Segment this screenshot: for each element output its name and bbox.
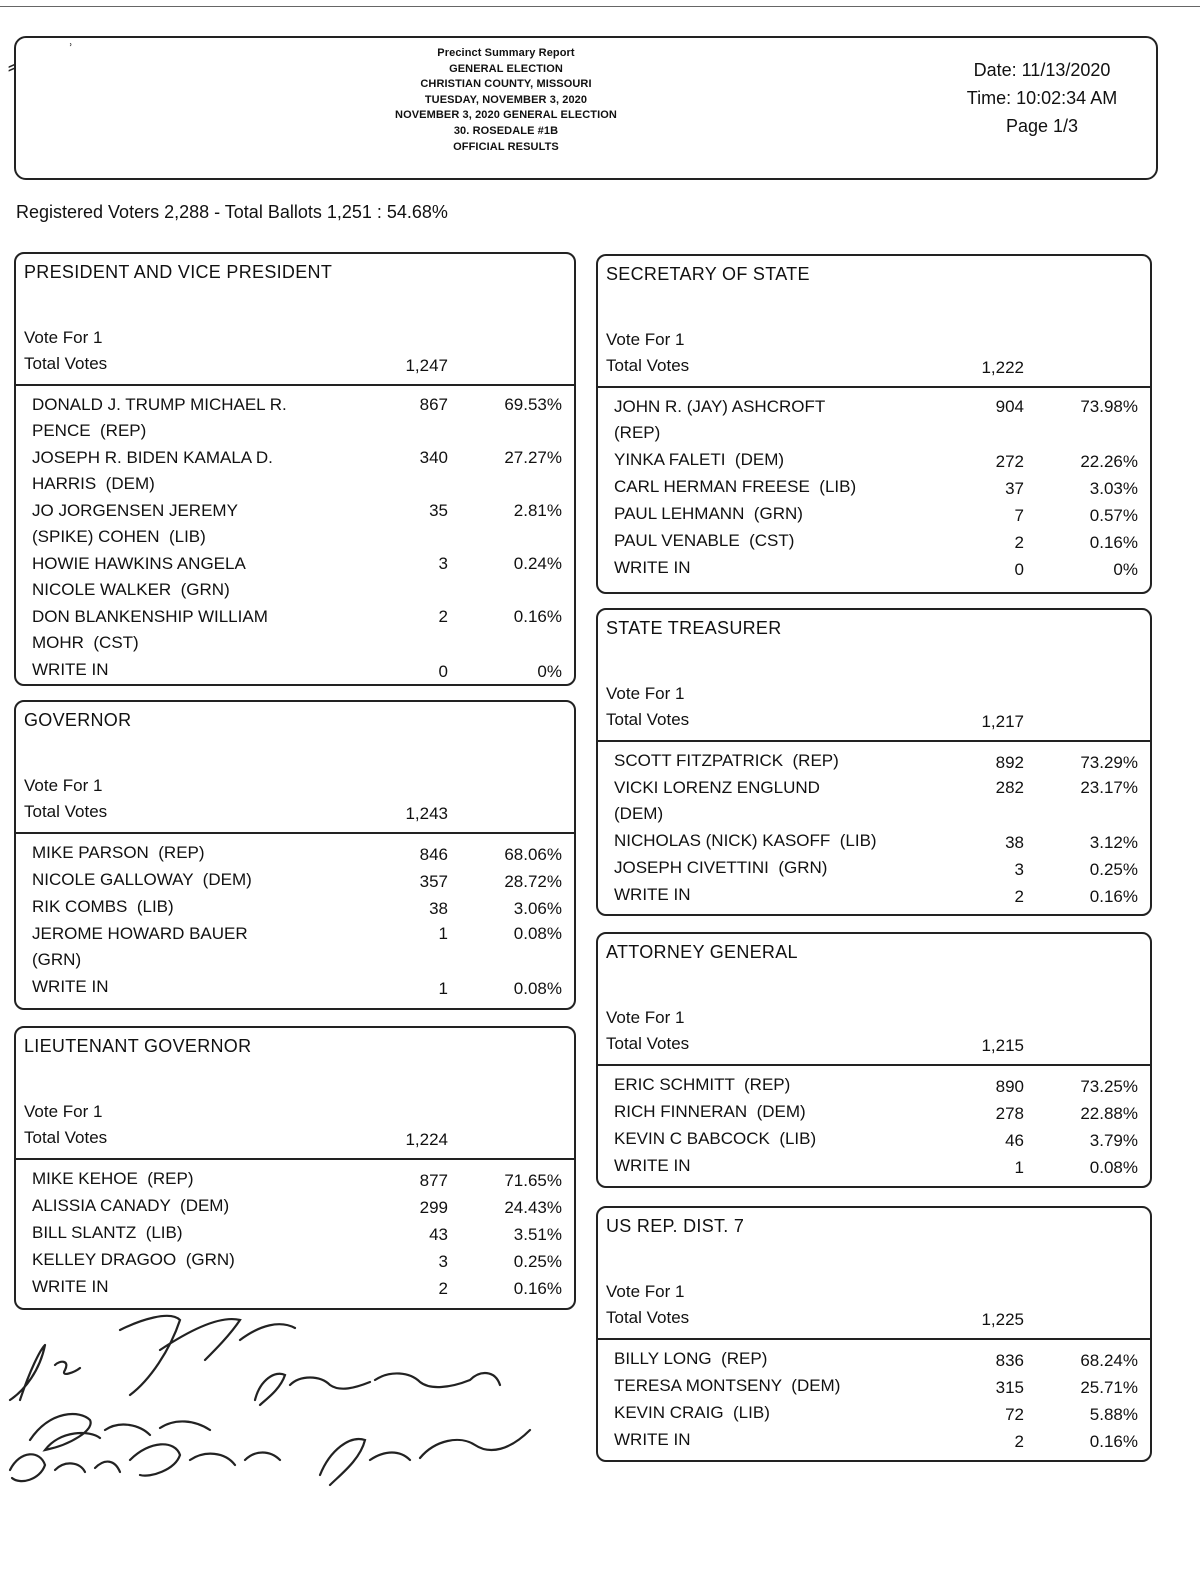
candidate-votes: 2 [438, 607, 448, 626]
vote-for-label: Vote For 1 [606, 684, 685, 703]
candidate-percent: 5.88% [1089, 1405, 1138, 1424]
candidate-votes: 877 [419, 1171, 448, 1190]
candidate-percent: 0.16% [1089, 533, 1138, 552]
candidate-row [16, 894, 574, 920]
contest-box [14, 700, 576, 1010]
candidate-votes: 46 [1005, 1131, 1024, 1150]
candidate-votes: 2 [1014, 533, 1024, 552]
candidate-name: WRITE IN [614, 558, 691, 577]
candidate-votes: 836 [995, 1351, 1024, 1370]
candidate-row [16, 604, 574, 656]
candidate-votes: 282 [995, 778, 1024, 797]
candidate-percent: 69.53% [504, 395, 562, 414]
candidate-percent: 0.08% [513, 924, 562, 943]
report-title-line: 30. ROSEDALE #1B [453, 124, 559, 137]
report-title-line: Precinct Summary Report [437, 47, 575, 59]
candidate-name: KEVIN CRAIG (LIB) [614, 1403, 770, 1422]
candidate-votes: 890 [995, 1077, 1024, 1096]
candidate-name: BILLY LONG (REP) [614, 1349, 768, 1368]
contest-box [14, 252, 576, 686]
contest-box [596, 932, 1152, 1188]
candidate-name: MIKE KEHOE (REP) [32, 1169, 194, 1188]
total-votes-value: 1,247 [405, 356, 448, 375]
total-votes-value: 1,222 [981, 358, 1024, 377]
report-date: Date: 11/13/2020 [973, 60, 1111, 80]
candidate-name: WRITE IN [614, 1430, 691, 1449]
candidate-percent: 68.24% [1080, 1351, 1138, 1370]
candidate-name: CARL HERMAN FREESE (LIB) [614, 477, 857, 496]
candidate-percent: 0% [537, 662, 562, 681]
contest-title: SECRETARY OF STATE [606, 264, 810, 284]
candidate-name: RICH FINNERAN (DEM) [614, 1102, 806, 1121]
report-header [14, 36, 1158, 180]
candidate-name: PAUL VENABLE (CST) [614, 531, 795, 550]
candidate-name: DONALD J. TRUMP MICHAEL R. PENCE (REP) [32, 395, 287, 440]
candidate-row [16, 867, 574, 893]
candidate-row [598, 555, 1150, 581]
contest-header-rule [598, 1338, 1150, 1340]
candidate-votes: 2 [1014, 1432, 1024, 1451]
candidate-percent: 2.81% [513, 501, 562, 520]
candidate-name: WRITE IN [614, 1156, 691, 1175]
candidate-votes: 1 [1014, 1158, 1024, 1177]
candidate-name: DON BLANKENSHIP WILLIAM MOHR (CST) [32, 607, 268, 652]
total-votes-value: 1,217 [981, 712, 1024, 731]
candidate-row [598, 1153, 1150, 1179]
candidate-row [16, 1274, 574, 1300]
contest-header-rule [598, 1064, 1150, 1066]
candidate-percent: 0% [1113, 560, 1138, 579]
candidate-votes: 892 [995, 753, 1024, 772]
report-title-line: OFFICIAL RESULTS [453, 140, 559, 153]
candidate-name: ALISSIA CANADY (DEM) [32, 1196, 230, 1215]
candidate-row [16, 551, 574, 603]
candidate-row [598, 748, 1150, 774]
candidate-votes: 278 [995, 1104, 1024, 1123]
candidate-percent: 68.06% [504, 845, 562, 864]
total-votes-value: 1,243 [405, 804, 448, 823]
scan-mark-hand: ʾ [68, 42, 74, 59]
candidate-percent: 3.03% [1089, 479, 1138, 498]
candidate-name: WRITE IN [32, 660, 109, 679]
total-votes-label: Total Votes [606, 356, 690, 375]
candidate-name: NICOLE GALLOWAY (DEM) [32, 870, 252, 889]
candidate-name: YINKA FALETI (DEM) [614, 450, 785, 469]
candidate-votes: 38 [1005, 833, 1024, 852]
candidate-percent: 22.26% [1080, 452, 1138, 471]
vote-for-label: Vote For 1 [606, 1008, 685, 1027]
candidate-row [598, 474, 1150, 500]
candidate-name: ERIC SCHMITT (REP) [614, 1075, 791, 1094]
contest-title: ATTORNEY GENERAL [606, 942, 798, 962]
total-votes-value: 1,215 [981, 1036, 1024, 1055]
page-top-rule [0, 0, 1200, 7]
candidate-row [598, 394, 1150, 446]
total-votes-label: Total Votes [606, 1034, 690, 1053]
candidate-percent: 0.25% [1089, 860, 1138, 879]
contest-header-rule [16, 384, 574, 386]
candidate-votes: 3 [1014, 860, 1024, 879]
candidate-row [598, 1427, 1150, 1453]
report-title-line: NOVEMBER 3, 2020 GENERAL ELECTION [395, 109, 617, 122]
candidate-percent: 28.72% [504, 872, 562, 891]
candidate-row [598, 1099, 1150, 1125]
candidate-percent: 24.43% [504, 1198, 562, 1217]
contest-title: GOVERNOR [24, 710, 132, 730]
candidate-row [16, 1247, 574, 1273]
candidate-votes: 35 [429, 501, 448, 520]
candidate-votes: 867 [419, 395, 448, 414]
candidate-percent: 0.08% [1089, 1158, 1138, 1177]
candidate-name: WRITE IN [614, 885, 691, 904]
contest-header-rule [598, 740, 1150, 742]
candidate-percent: 3.79% [1089, 1131, 1138, 1150]
total-votes-label: Total Votes [24, 802, 108, 821]
candidate-name: WRITE IN [32, 977, 109, 996]
candidate-votes: 299 [419, 1198, 448, 1217]
report-title-line: GENERAL ELECTION [449, 62, 563, 75]
candidate-percent: 0.16% [513, 607, 562, 626]
candidate-name: TERESA MONTSENY (DEM) [614, 1376, 841, 1395]
candidate-row [598, 1126, 1150, 1152]
candidate-percent: 71.65% [504, 1171, 562, 1190]
candidate-votes: 2 [1014, 887, 1024, 906]
total-votes-value: 1,225 [981, 1310, 1024, 1329]
official-signatures [0, 1310, 560, 1510]
candidate-name: KEVIN C BABCOCK (LIB) [614, 1129, 817, 1148]
total-votes-label: Total Votes [24, 1128, 108, 1147]
contest-title: LIEUTENANT GOVERNOR [24, 1036, 252, 1056]
candidate-votes: 272 [995, 452, 1024, 471]
candidate-votes: 7 [1014, 506, 1024, 525]
candidate-name: WRITE IN [32, 1277, 109, 1296]
candidate-name: JOHN R. (JAY) ASHCROFT (REP) [614, 397, 826, 442]
candidate-row [16, 657, 574, 683]
candidate-votes: 3 [438, 554, 448, 573]
contest-box [596, 254, 1152, 594]
candidate-row [598, 528, 1150, 554]
candidate-votes: 315 [995, 1378, 1024, 1397]
candidate-votes: 38 [429, 899, 448, 918]
candidate-percent: 3.06% [513, 899, 562, 918]
candidate-row [16, 1220, 574, 1246]
scan-mark: ⸗ [8, 56, 15, 78]
candidate-row [598, 1400, 1150, 1426]
voter-summary: Registered Voters 2,288 - Total Ballots 1,251 : 54.68% [16, 202, 448, 222]
contest-title: STATE TREASURER [606, 618, 782, 638]
candidate-percent: 23.17% [1080, 778, 1138, 797]
total-votes-value: 1,224 [405, 1130, 448, 1149]
contest-box [596, 608, 1152, 916]
candidate-name: KELLEY DRAGOO (GRN) [32, 1250, 235, 1269]
candidate-percent: 0.25% [513, 1252, 562, 1271]
contest-box [596, 1206, 1152, 1462]
candidate-percent: 73.98% [1080, 397, 1138, 416]
candidate-row [598, 1346, 1150, 1372]
candidate-row [16, 840, 574, 866]
candidate-name: BILL SLANTZ (LIB) [32, 1223, 183, 1242]
report-title-line: TUESDAY, NOVEMBER 3, 2020 [424, 93, 588, 106]
candidate-row [16, 974, 574, 1000]
candidate-percent: 73.25% [1080, 1077, 1138, 1096]
candidate-name: SCOTT FITZPATRICK (REP) [614, 751, 839, 770]
vote-for-label: Vote For 1 [24, 328, 103, 347]
candidate-votes: 0 [1014, 560, 1024, 579]
candidate-votes: 43 [429, 1225, 448, 1244]
candidate-percent: 0.16% [1089, 1432, 1138, 1451]
candidate-name: JOSEPH R. BIDEN KAMALA D. HARRIS (DEM) [32, 448, 273, 493]
candidate-votes: 846 [419, 845, 448, 864]
candidate-row [16, 1166, 574, 1192]
candidate-percent: 22.88% [1080, 1104, 1138, 1123]
candidate-votes: 3 [438, 1252, 448, 1271]
candidate-percent: 0.16% [513, 1279, 562, 1298]
candidate-row [598, 828, 1150, 854]
vote-for-label: Vote For 1 [24, 776, 103, 795]
report-title-line: CHRISTIAN COUNTY, MISSOURI [420, 78, 592, 91]
vote-for-label: Vote For 1 [606, 330, 685, 349]
contest-header-rule [16, 832, 574, 834]
candidate-percent: 3.12% [1089, 833, 1138, 852]
vote-for-label: Vote For 1 [24, 1102, 103, 1121]
candidate-name: VICKI LORENZ ENGLUND (DEM) [614, 778, 820, 823]
candidate-percent: 0.57% [1089, 506, 1138, 525]
candidate-percent: 25.71% [1080, 1378, 1138, 1397]
candidate-row [598, 855, 1150, 881]
candidate-row [598, 882, 1150, 908]
candidate-votes: 904 [995, 397, 1024, 416]
candidate-votes: 0 [438, 662, 448, 681]
candidate-votes: 340 [419, 448, 448, 467]
candidate-row [598, 1373, 1150, 1399]
candidate-percent: 73.29% [1080, 753, 1138, 772]
candidate-votes: 37 [1005, 479, 1024, 498]
candidate-name: NICHOLAS (NICK) KASOFF (LIB) [614, 831, 877, 850]
contest-title: US REP. DIST. 7 [606, 1216, 745, 1236]
candidate-name: JEROME HOWARD BAUER (GRN) [32, 924, 248, 969]
candidate-percent: 0.24% [513, 554, 562, 573]
candidate-name: PAUL LEHMANN (GRN) [614, 504, 803, 523]
candidate-name: JO JORGENSEN JEREMY (SPIKE) COHEN (LIB) [32, 501, 238, 546]
contest-header-rule [598, 386, 1150, 388]
report-meta [942, 56, 1142, 140]
report-page: Page 1/3 [1005, 116, 1079, 136]
candidate-votes: 357 [419, 872, 448, 891]
contest-box [14, 1026, 576, 1310]
candidate-row [598, 1072, 1150, 1098]
total-votes-label: Total Votes [606, 1308, 690, 1327]
candidate-row [16, 392, 574, 444]
candidate-row [16, 445, 574, 497]
total-votes-label: Total Votes [24, 354, 108, 373]
candidate-percent: 0.16% [1089, 887, 1138, 906]
candidate-row [598, 501, 1150, 527]
candidate-name: HOWIE HAWKINS ANGELA NICOLE WALKER (GRN) [32, 554, 246, 599]
contest-title: PRESIDENT AND VICE PRESIDENT [24, 262, 333, 282]
candidate-votes: 1 [438, 924, 448, 943]
report-time: Time: 10:02:34 AM [966, 88, 1118, 108]
candidate-row [16, 498, 574, 550]
candidate-percent: 27.27% [504, 448, 562, 467]
contest-header-rule [16, 1158, 574, 1160]
candidate-percent: 0.08% [513, 979, 562, 998]
total-votes-label: Total Votes [606, 710, 690, 729]
candidate-name: RIK COMBS (LIB) [32, 897, 174, 916]
candidate-row [598, 447, 1150, 473]
candidate-percent: 3.51% [513, 1225, 562, 1244]
candidate-name: JOSEPH CIVETTINI (GRN) [614, 858, 828, 877]
candidate-votes: 72 [1005, 1405, 1024, 1424]
vote-for-label: Vote For 1 [606, 1282, 685, 1301]
candidate-row [598, 775, 1150, 827]
candidate-votes: 2 [438, 1279, 448, 1298]
candidate-row [16, 1193, 574, 1219]
candidate-row [16, 921, 574, 973]
candidate-votes: 1 [438, 979, 448, 998]
candidate-name: MIKE PARSON (REP) [32, 843, 205, 862]
report-title-block [346, 46, 666, 155]
